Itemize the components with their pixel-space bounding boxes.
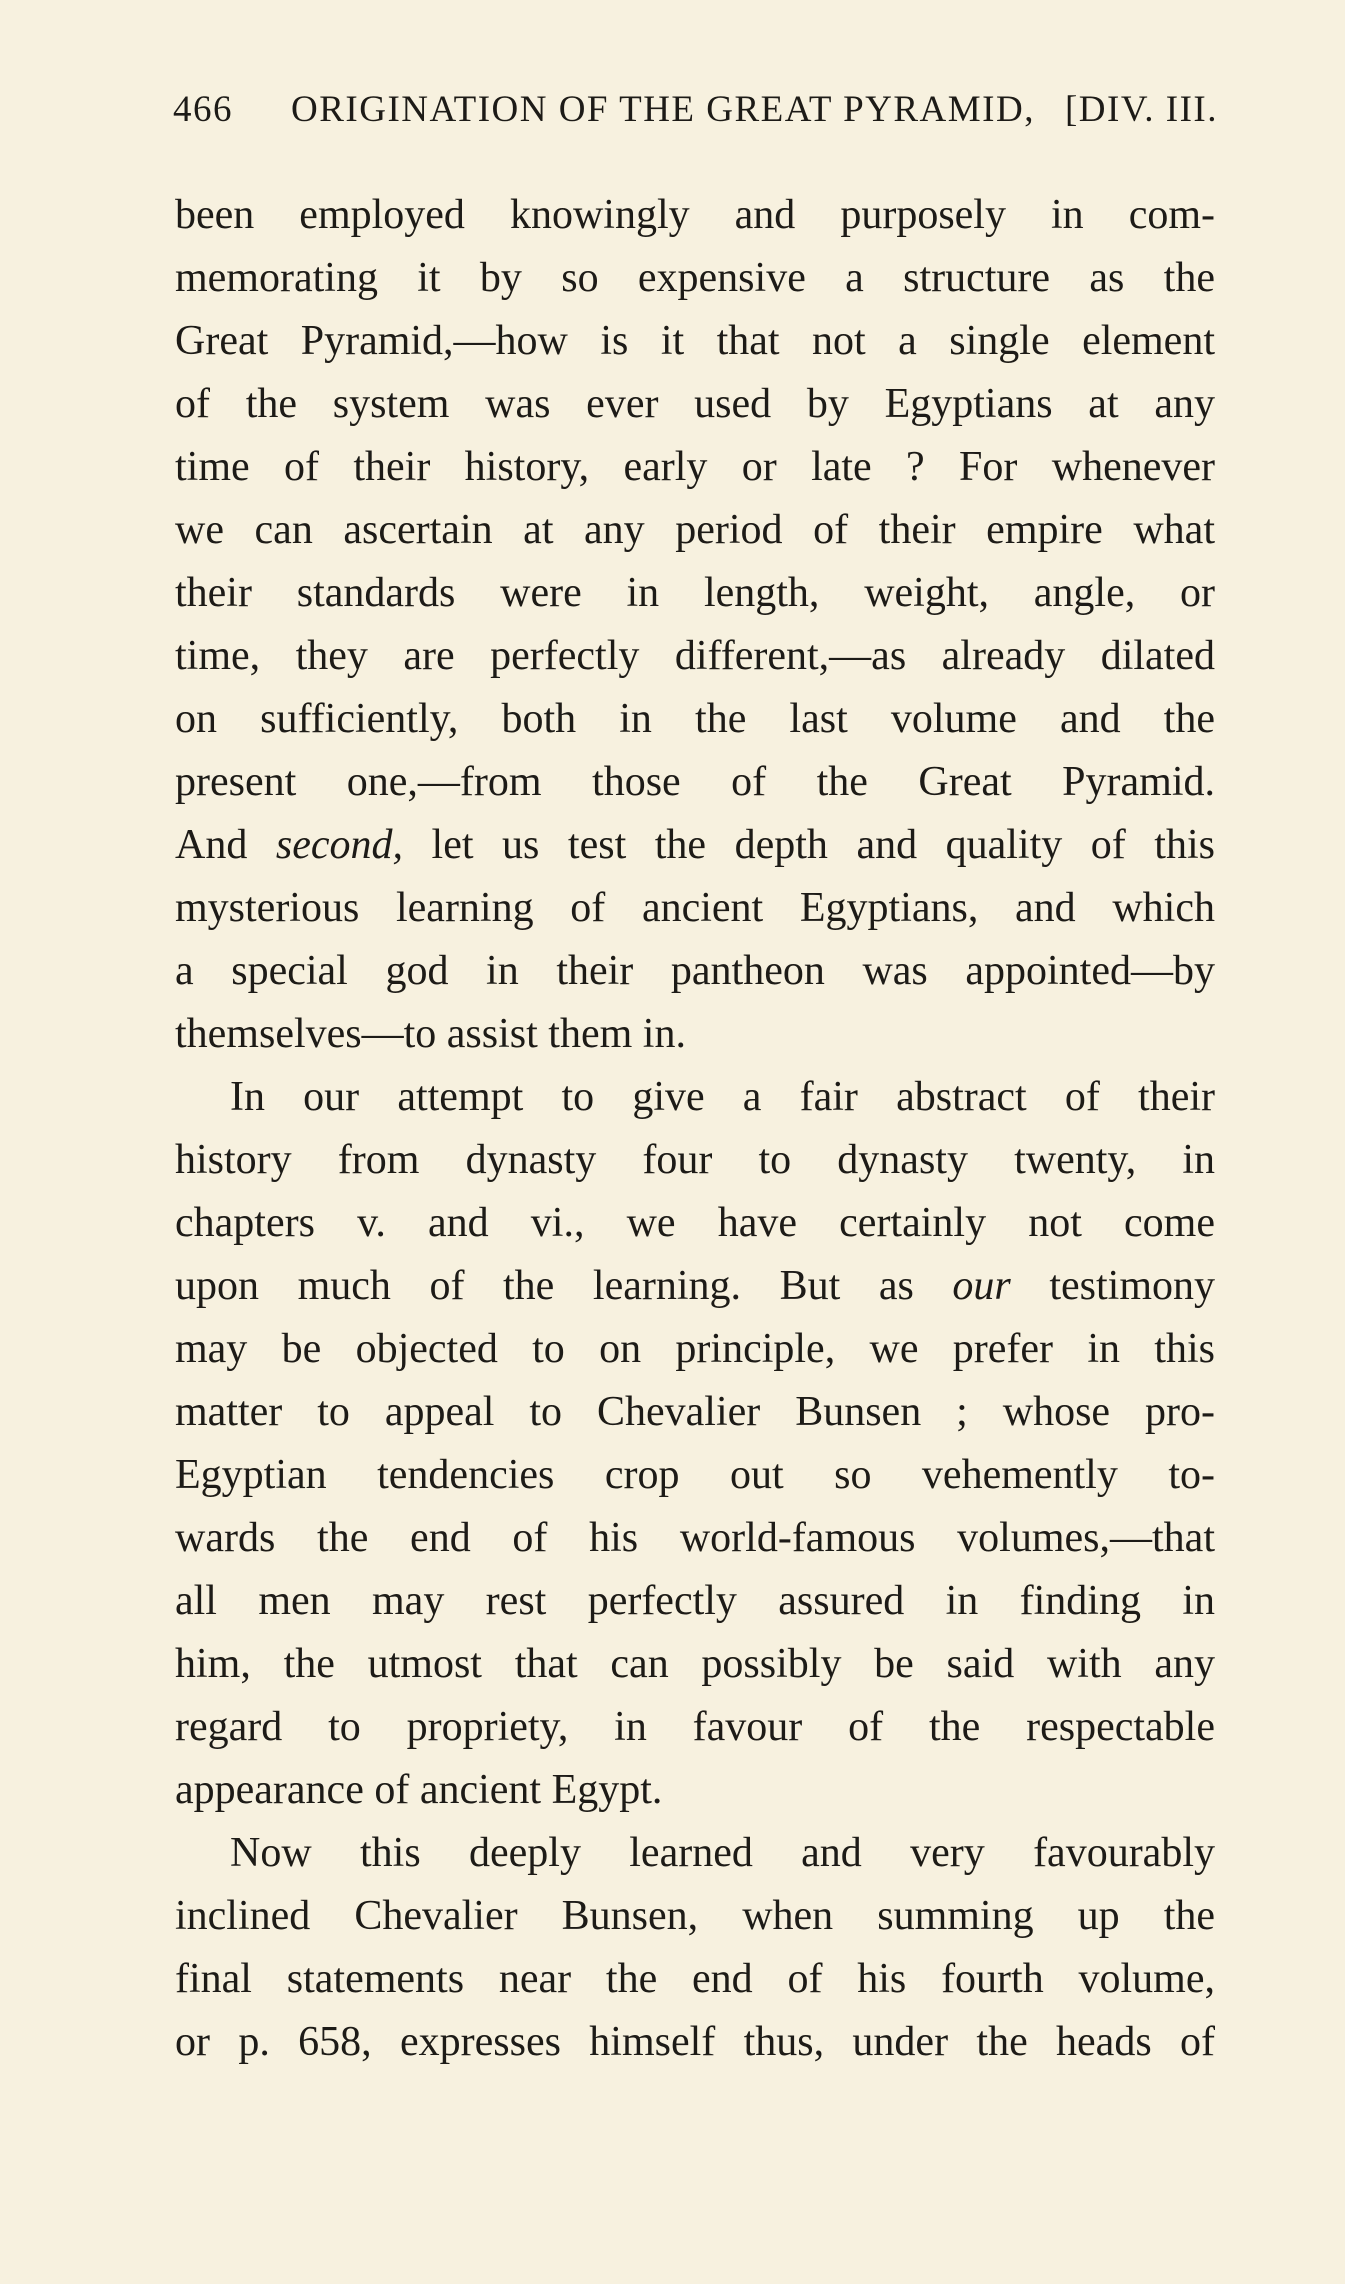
text-line: final statements near the end of his fourth volume, [175,1956,1215,2002]
text-line: Egyptian tendencies crop out so vehemently to- [175,1452,1215,1498]
text-line: time of their history, early or late ? For whenever [175,444,1215,490]
text-line: or p. 658, expresses himself thus, under the heads of [175,2019,1215,2065]
text-line: been employed knowingly and purposely in com- [175,192,1215,238]
paragraph-first-line: Now this deeply learned and very favourably [230,1830,1215,1876]
text-line: regard to propriety, in favour of the respectable [175,1704,1215,1750]
text-line: present one,—from those of the Great Pyramid. [175,759,1215,805]
text-line: history from dynasty four to dynasty twenty, in [175,1137,1215,1183]
text-line: him, the utmost that can possibly be said with any [175,1641,1215,1687]
text-run: let us test the depth and quality of this [403,822,1215,868]
text-run: And [175,822,276,868]
italic-text: second, [275,822,403,868]
running-title: ORIGINATION OF THE GREAT PYRAMID, [291,89,1035,130]
division-label: [DIV. III. [1064,89,1218,130]
text-line: themselves—to assist them in. [175,1011,686,1057]
text-line: wards the end of his world-famous volumes,—that [175,1515,1215,1561]
text-line: mysterious learning of ancient Egyptians, and which [175,885,1215,931]
text-line: Great Pyramid,—how is it that not a single element [175,318,1215,364]
text-run: upon much of the learning. But as [175,1263,953,1309]
text-run: testimony [1010,1263,1215,1309]
running-header [173,88,1218,144]
italic-text: our [952,1263,1011,1309]
text-line: we can ascertain at any period of their empire what [175,507,1215,553]
text-line: may be objected to on principle, we prefer in this [175,1326,1215,1372]
text-line: matter to appeal to Chevalier Bunsen ; whose pro- [175,1389,1215,1435]
text-line: their standards were in length, weight, angle, or [175,570,1215,616]
text-line [175,1256,1215,1316]
page-number: 466 [173,89,233,130]
paragraph-first-line: In our attempt to give a fair abstract of their [230,1074,1215,1120]
text-line: chapters v. and vi., we have certainly not come [175,1200,1215,1246]
text-line: time, they are perfectly different,—as already dilated [175,633,1215,679]
text-line [175,815,1215,875]
text-line: memorating it by so expensive a structure as the [175,255,1215,301]
text-line: a special god in their pantheon was appointed—by [175,948,1215,994]
text-line: inclined Chevalier Bunsen, when summing up the [175,1893,1215,1939]
text-line: of the system was ever used by Egyptians at any [175,381,1215,427]
text-line: all men may rest perfectly assured in finding in [175,1578,1215,1624]
text-line: appearance of ancient Egypt. [175,1767,663,1813]
text-line: on sufficiently, both in the last volume and the [175,696,1215,742]
